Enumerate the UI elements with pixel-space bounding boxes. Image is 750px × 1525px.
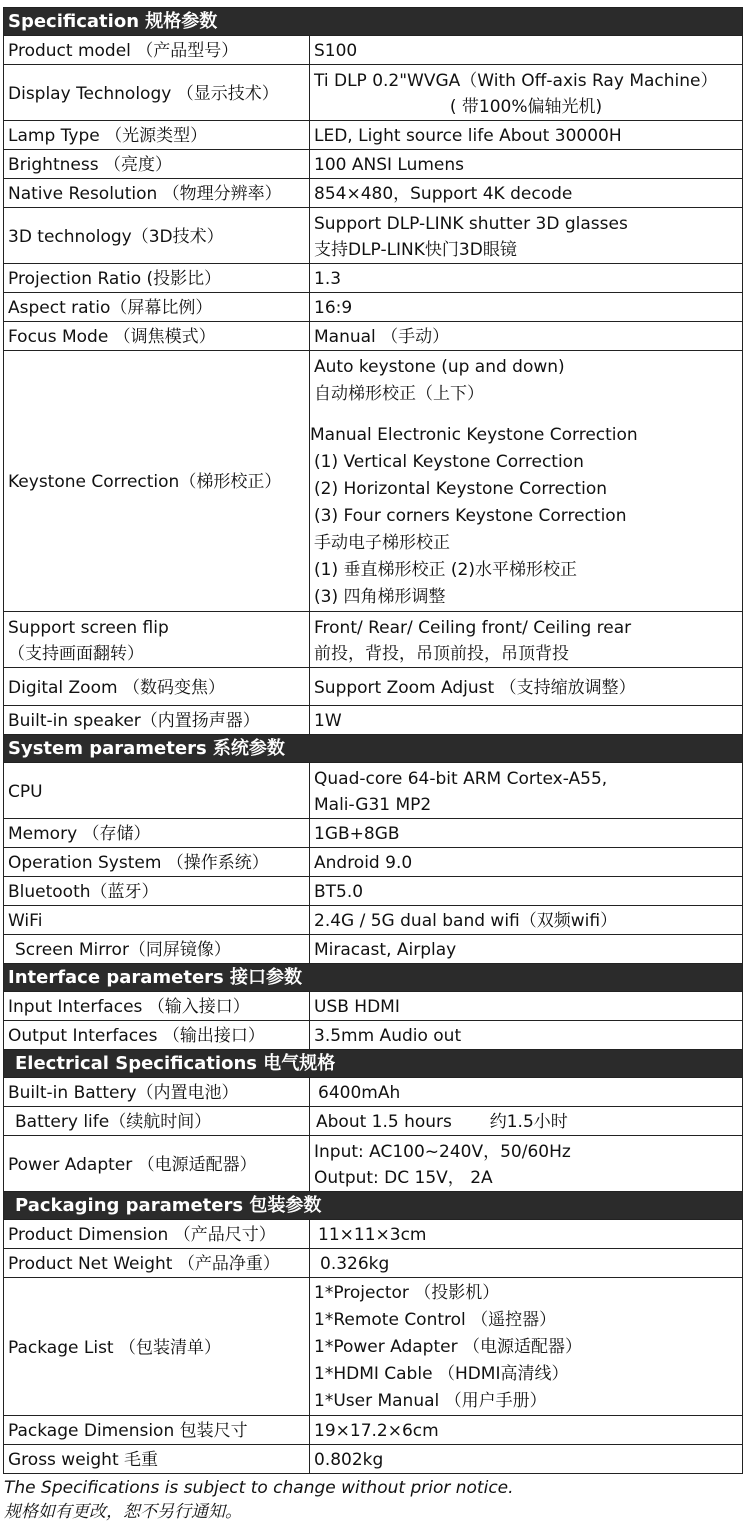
section-header-interface — [4, 964, 743, 992]
value-line: ( 带100%偏轴光机) — [449, 96, 603, 117]
row-label: Aspect ratio（屏幕比例） — [4, 293, 310, 322]
value-line: Auto keystone (up and down) — [314, 356, 565, 377]
section-header-packaging — [4, 1192, 743, 1220]
row-value: 6400mAh — [310, 1078, 743, 1107]
row-value: 1W — [310, 706, 743, 735]
section-header-system — [4, 735, 743, 763]
list-item: 1*Power Adapter （电源适配器） — [314, 1337, 582, 1357]
row-value: Manual （手动） — [310, 322, 743, 351]
list-item: 1*User Manual （用户手册） — [314, 1391, 547, 1411]
row-value: 0.326kg — [310, 1249, 743, 1278]
list-item: 1*HDMI Cable （HDMI高清线） — [314, 1364, 569, 1384]
row-value: 0.802kg — [310, 1445, 743, 1474]
value-line: Quad-core 64-bit ARM Cortex-A55, — [314, 768, 608, 789]
row-value: 1.3 — [310, 264, 743, 293]
row-value — [310, 763, 743, 819]
row-label: Projection Ratio (投影比） — [4, 264, 310, 293]
row-value: 3.5mm Audio out — [310, 1021, 743, 1050]
row-value — [310, 208, 743, 264]
label-line: Support screen flip — [8, 617, 169, 638]
table-row — [4, 906, 743, 935]
value-line: 自动梯形校正（上下） — [314, 383, 484, 404]
table-row — [4, 322, 743, 351]
section-title: Interface parameters 接口参数 — [4, 964, 743, 992]
footer-line-en: The Specifications is subject to change without prior notice. — [4, 1478, 514, 1498]
row-value: Support Zoom Adjust （支持缩放调整） — [310, 668, 743, 706]
table-row — [4, 668, 743, 706]
row-value: 19×17.2×6cm — [310, 1416, 743, 1445]
row-value: LED, Light source life About 30000H — [310, 121, 743, 150]
row-value: S100 — [310, 36, 743, 65]
row-value: 854×480，Support 4K decode — [310, 179, 743, 208]
list-item: 1*Projector （投影机） — [314, 1283, 500, 1303]
table-row — [4, 36, 743, 65]
list-item: 1*Remote Control （遥控器） — [314, 1310, 557, 1330]
row-label: CPU — [4, 763, 310, 819]
row-label: Product Net Weight （产品净重） — [4, 1249, 310, 1278]
row-label — [4, 612, 310, 668]
row-label: Digital Zoom （数码变焦） — [4, 668, 310, 706]
table-row — [4, 1078, 743, 1107]
table-row — [4, 819, 743, 848]
table-row — [4, 1220, 743, 1249]
row-value: Miracast, Airplay — [310, 935, 743, 964]
row-label: Keystone Correction（梯形校正） — [4, 351, 310, 612]
row-label: Display Technology （显示技术） — [4, 65, 310, 121]
row-label: Battery life（续航时间） — [4, 1107, 310, 1136]
row-label: Bluetooth（蓝牙） — [4, 877, 310, 906]
table-row — [4, 65, 743, 121]
value-line: Ti DLP 0.2"WVGA（With Off-axis Ray Machine） — [314, 70, 718, 91]
table-row — [4, 1445, 743, 1474]
table-row — [4, 1107, 743, 1136]
row-label: 3D technology（3D技术） — [4, 208, 310, 264]
value-line: (2) Horizontal Keystone Correction — [314, 478, 608, 499]
row-label: Built-in speaker（内置扬声器） — [4, 706, 310, 735]
row-value: 11×11×3cm — [310, 1220, 743, 1249]
label-line: （支持画面翻转） — [8, 643, 144, 664]
footer-note — [4, 1476, 750, 1524]
row-label: Lamp Type （光源类型） — [4, 121, 310, 150]
section-title: Specification 规格参数 — [4, 8, 743, 36]
table-row — [4, 1249, 743, 1278]
table-row — [4, 763, 743, 819]
value-line: 前投，背投，吊顶前投，吊顶背投 — [314, 643, 569, 664]
row-label: Built-in Battery（内置电池） — [4, 1078, 310, 1107]
row-value: USB HDMI — [310, 992, 743, 1021]
value-line: (1) 垂直梯形校正 (2)水平梯形校正 — [314, 559, 577, 580]
table-row — [4, 179, 743, 208]
section-title: System parameters 系统参数 — [4, 735, 743, 763]
row-label: Power Adapter （电源适配器） — [4, 1136, 310, 1192]
row-label: Operation System （操作系统） — [4, 848, 310, 877]
row-label: Package Dimension 包装尺寸 — [4, 1416, 310, 1445]
row-value: BT5.0 — [310, 877, 743, 906]
value-line: (1) Vertical Keystone Correction — [314, 451, 584, 472]
section-title: Electrical Specifications 电气规格 — [4, 1050, 743, 1078]
row-label: Product model （产品型号） — [4, 36, 310, 65]
table-row — [4, 877, 743, 906]
row-value — [310, 1136, 743, 1192]
table-row — [4, 1021, 743, 1050]
value-line: Front/ Rear/ Ceiling front/ Ceiling rear — [314, 617, 632, 638]
row-value: 2.4G / 5G dual band wifi（双频wifi） — [310, 906, 743, 935]
section-header-electrical — [4, 1050, 743, 1078]
row-value: Android 9.0 — [310, 848, 743, 877]
table-row — [4, 706, 743, 735]
row-value — [310, 65, 743, 121]
row-label: Memory （存储） — [4, 819, 310, 848]
spacer — [314, 408, 738, 422]
spec-table — [3, 7, 743, 1474]
row-label: Native Resolution （物理分辨率） — [4, 179, 310, 208]
value-line: Output: DC 15V， 2A — [314, 1167, 493, 1188]
row-value: 16:9 — [310, 293, 743, 322]
footer-line-cn: 规格如有更改，恕不另行通知。 — [4, 1502, 242, 1522]
section-header-spec — [4, 8, 743, 36]
row-value — [310, 351, 743, 612]
row-label: Input Interfaces （输入接口） — [4, 992, 310, 1021]
row-value: 1GB+8GB — [310, 819, 743, 848]
row-value — [310, 1278, 743, 1416]
row-value — [310, 612, 743, 668]
row-label: Package List （包装清单） — [4, 1278, 310, 1416]
table-row — [4, 935, 743, 964]
value-line: Manual Electronic Keystone Correction — [310, 424, 638, 445]
value-line: (3) Four corners Keystone Correction — [314, 505, 627, 526]
table-row — [4, 121, 743, 150]
table-row — [4, 264, 743, 293]
row-label: Gross weight 毛重 — [4, 1445, 310, 1474]
table-row — [4, 1416, 743, 1445]
row-label: Brightness （亮度） — [4, 150, 310, 179]
row-value: 100 ANSI Lumens — [310, 150, 743, 179]
table-row — [4, 150, 743, 179]
value-line: Input: AC100~240V，50/60Hz — [314, 1141, 571, 1162]
table-row — [4, 208, 743, 264]
value-line: 手动电子梯形校正 — [314, 532, 450, 553]
table-row — [4, 612, 743, 668]
table-row — [4, 351, 743, 612]
row-value: About 1.5 hours 约1.5小时 — [310, 1107, 743, 1136]
row-label: WiFi — [4, 906, 310, 935]
row-label: Focus Mode （调焦模式） — [4, 322, 310, 351]
value-line: (3) 四角梯形调整 — [314, 586, 446, 607]
value-line: Mali-G31 MP2 — [314, 794, 432, 815]
table-row — [4, 1136, 743, 1192]
table-row — [4, 293, 743, 322]
row-label: Output Interfaces （输出接口） — [4, 1021, 310, 1050]
value-line: 支持DLP-LINK快门3D眼镜 — [314, 239, 517, 260]
table-row — [4, 848, 743, 877]
row-label: Screen Mirror（同屏镜像） — [4, 935, 310, 964]
value-line: Support DLP-LINK shutter 3D glasses — [314, 213, 628, 234]
table-row — [4, 992, 743, 1021]
row-label: Product Dimension （产品尺寸） — [4, 1220, 310, 1249]
section-title: Packaging parameters 包装参数 — [4, 1192, 743, 1220]
table-row — [4, 1278, 743, 1416]
